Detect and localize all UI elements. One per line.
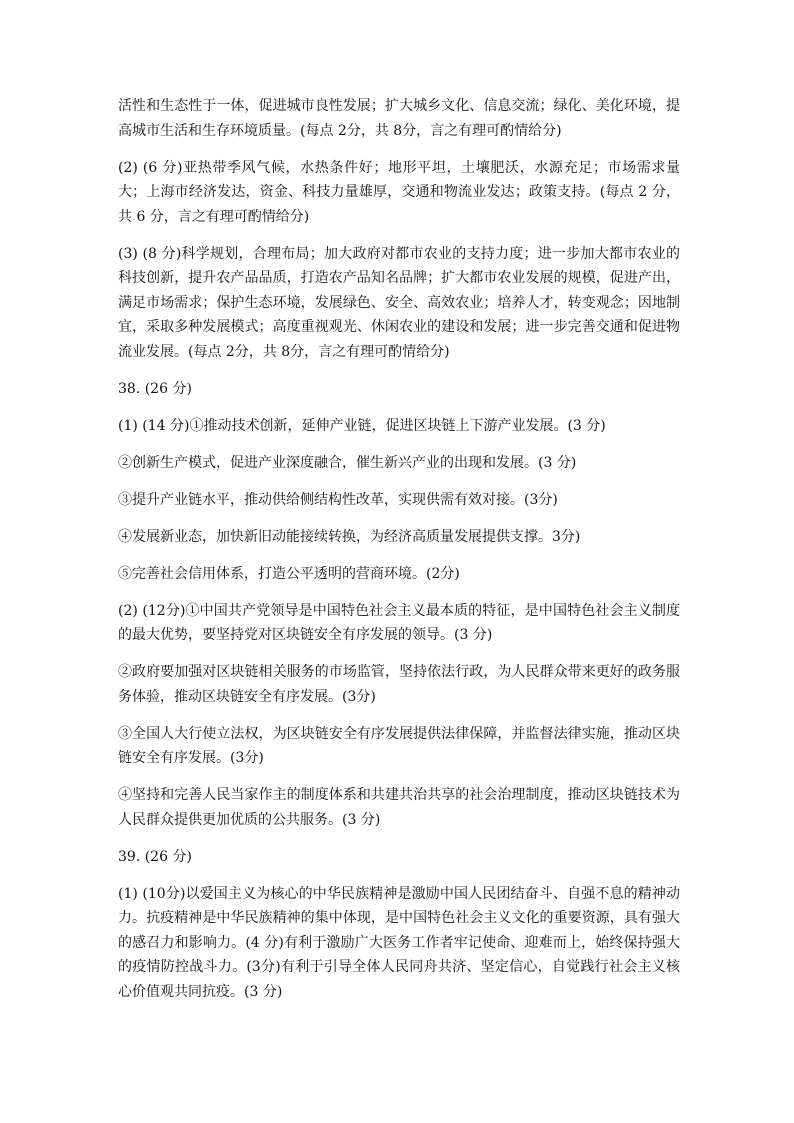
answer-paragraph-urban-ecology: 活性和生态性于一体，促进城市良性发展；扩大城乡文化、信息交流；绿化、美化环境，提高城市生活和生存环境质量。(每点 2分，共 8分，言之有理可酌情给分) [118, 98, 680, 139]
answer-item-38-1-4: ④发展新业态，加快新旧动能接续转换，为经济高质量发展提供支撑。3分) [118, 528, 581, 545]
answer-item-38-2-1: (2) (12分)①中国共产党领导是中国特色社会主义最本质的特征，是中国特色社会主义制度的最大优势，要坚持党对区块链安全有序发展的领导。(3 分) [118, 602, 680, 643]
answer-item-38-2-3: ③全国人大行使立法权，为区块链安全有序发展提供法律保障，并监督法律实施，推动区块链安全有序发展。(3分) [118, 725, 680, 766]
answer-item-38-2-2: ②政府要加强对区块链相关服务的市场监管，坚持依法行政，为人民群众带来更好的政务服务体验，推动区块链安全有序发展。(3分) [118, 664, 680, 705]
question-heading-38: 38. (26 分) [118, 380, 192, 397]
answer-item-38-1-2: ②创新生产模式，促进产业深度融合，催生新兴产业的出现和发展。(3 分) [118, 454, 577, 471]
answer-item-38-1-1: (1) (14 分)①推动技术创新，延伸产业链，促进区块链上下游产业发展。(3 分) [118, 417, 606, 434]
answer-item-38-1-5: ⑤完善社会信用体系，打造公平透明的营商环境。(2分) [118, 565, 460, 582]
answer-paragraph-q2-agriculture-conditions: (2) (6 分)亚热带季风气候，水热条件好；地形平坦，土壤肥沃，水源充足；市场需求量大；上海市经济发达，资金、科技力量雄厚，交通和物流业发达；政策支持。(每点 2 分，共 6 分，言之有理可酌情给分) [118, 159, 680, 225]
answer-item-38-2-4: ④坚持和完善人民当家作主的制度体系和共建共治共享的社会治理制度，推动区块链技术为人民群众提供更加优质的公共服务。(3 分) [118, 787, 680, 828]
question-heading-39: 39. (26 分) [118, 848, 192, 865]
answer-item-38-1-3: ③提升产业链水平，推动供给侧结构性改革，实现供需有效对接。(3分) [118, 491, 558, 508]
answer-item-39-1: (1) (10分)以爱国主义为核心的中华民族精神是激励中国人民团结奋斗、自强不息的精神动力。抗疫精神是中华民族精神的集中体现，是中国特色社会主义文化的重要资源，具有强大的感召力和影响力。(4 分)有利于激励广大医务工作者牢记使命、迎难而上，始终保持强大的疫情防控战斗力。(3分)有利于引导全体人民同舟共济、坚定信心，自觉践行社会主义核心价值观共同抗疫。(3 分) [118, 885, 680, 1000]
answer-paragraph-q3-agriculture-measures: (3) (8 分)科学规划，合理布局；加大政府对都市农业的支持力度；进一步加大都市农业的科技创新，提升农产品品质，打造农产品知名品牌；扩大都市农业发展的规模，促进产出，满足市场需求；保护生态环境，发展绿色、安全、高效农业；培养人才，转变观念；因地制宜，采取多种发展模式；高度重视观光、休闲农业的建设和发展；进一步完善交通和促进物流业发展。(每点 2分，共 8分，言之有理可酌情给分) [118, 245, 680, 360]
answer-document [118, 94, 680, 1017]
